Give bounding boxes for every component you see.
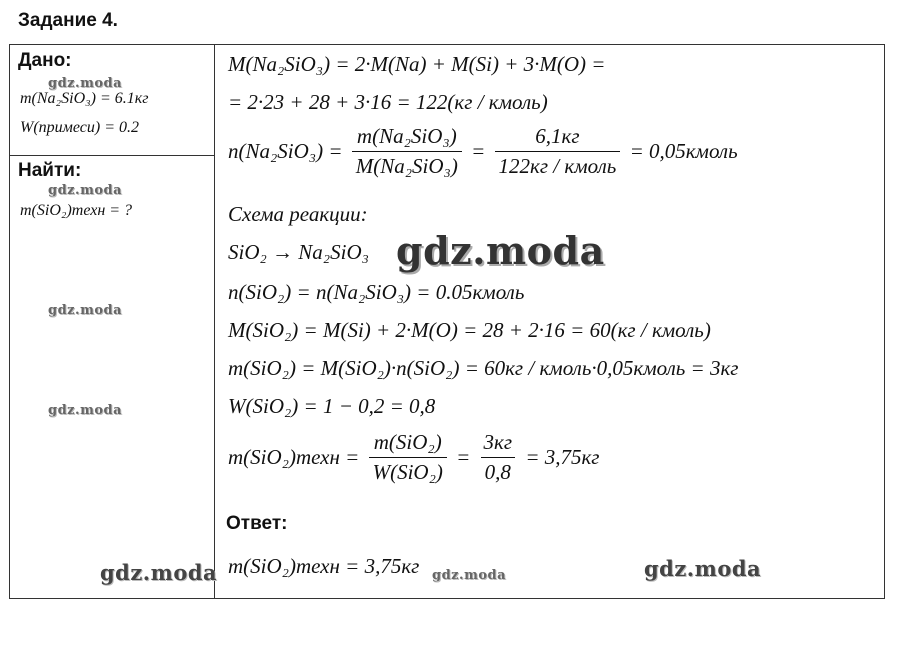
task-title: Задание 4. [18,10,118,31]
watermark: gdz.moda [48,403,123,418]
fraction-numerator: m(SiO₂) [373,430,442,454]
technical-fraction-symbolic [369,430,447,485]
fraction-numerator: 3кг [483,430,513,454]
amount-result: = 0,05кмоль [629,139,738,163]
technical-mass-formula [228,430,600,485]
find-target: m(SiO₂)техн = ? [20,202,133,219]
answer-label: Ответ: [226,513,288,534]
mass-fraction-sio2: W(SiO₂) = 1 − 0,2 = 0,8 [228,394,436,418]
equals-sign: = [456,445,471,469]
watermark: gdz.moda [48,183,123,198]
column-divider [214,44,215,599]
molar-mass-line-2: = 2·23 + 28 + 3·16 = 122(кг / кмоль) [228,90,548,114]
fraction-denominator: M(Na₂SiO₃) [352,151,462,179]
molar-mass-sio2: M(SiO₂) = M(Si) + 2·M(O) = 28 + 2·16 = 60(кг / кмоль) [228,318,711,342]
amount-sio2: n(SiO₂) = n(Na₂SiO₃) = 0.05кмоль [228,280,525,304]
watermark: gdz.moda [432,568,507,583]
watermark: gdz.moda [644,556,762,581]
watermark: gdz.moda [48,76,123,91]
technical-mass-result: = 3,75кг [525,445,600,469]
reaction-scheme: SiO₂ → Na₂SiO₃ [228,240,369,264]
reaction-scheme-label: Схема реакции: [228,202,368,226]
molar-mass-line-1: M(Na₂SiO₃) = 2·M(Na) + M(Si) + 3·M(O) = [228,52,606,76]
amount-fraction-numeric [495,124,621,179]
fraction-numerator: 6,1кг [535,124,580,148]
watermark: gdz.moda [396,228,605,273]
fraction-denominator: 0,8 [481,457,515,485]
technical-mass-lhs: m(SiO₂)техн = [228,445,360,469]
fraction-denominator: 122кг / кмоль [495,151,621,179]
fraction-numerator: m(Na₂SiO₃) [356,124,457,148]
technical-fraction-numeric [480,430,517,485]
amount-lhs: n(Na₂SiO₃) = [228,139,343,163]
given-mass: m(Na₂SiO₃) = 6.1кг [20,90,149,107]
given-impurity: W(примеси) = 0.2 [20,119,139,136]
watermark: gdz.moda [100,560,218,585]
find-label: Найти: [18,160,82,181]
amount-formula [228,124,738,179]
amount-fraction-symbolic [352,124,462,179]
equals-sign: = [471,139,486,163]
fraction-denominator: W(SiO₂) [369,457,447,485]
given-find-divider [9,155,215,156]
watermark: gdz.moda [48,303,123,318]
answer-value: m(SiO₂)техн = 3,75кг [228,554,420,578]
mass-sio2: m(SiO₂) = M(SiO₂)·n(SiO₂) = 60кг / кмоль·0,05кмоль = 3кг [228,356,739,380]
given-label: Дано: [18,50,72,71]
